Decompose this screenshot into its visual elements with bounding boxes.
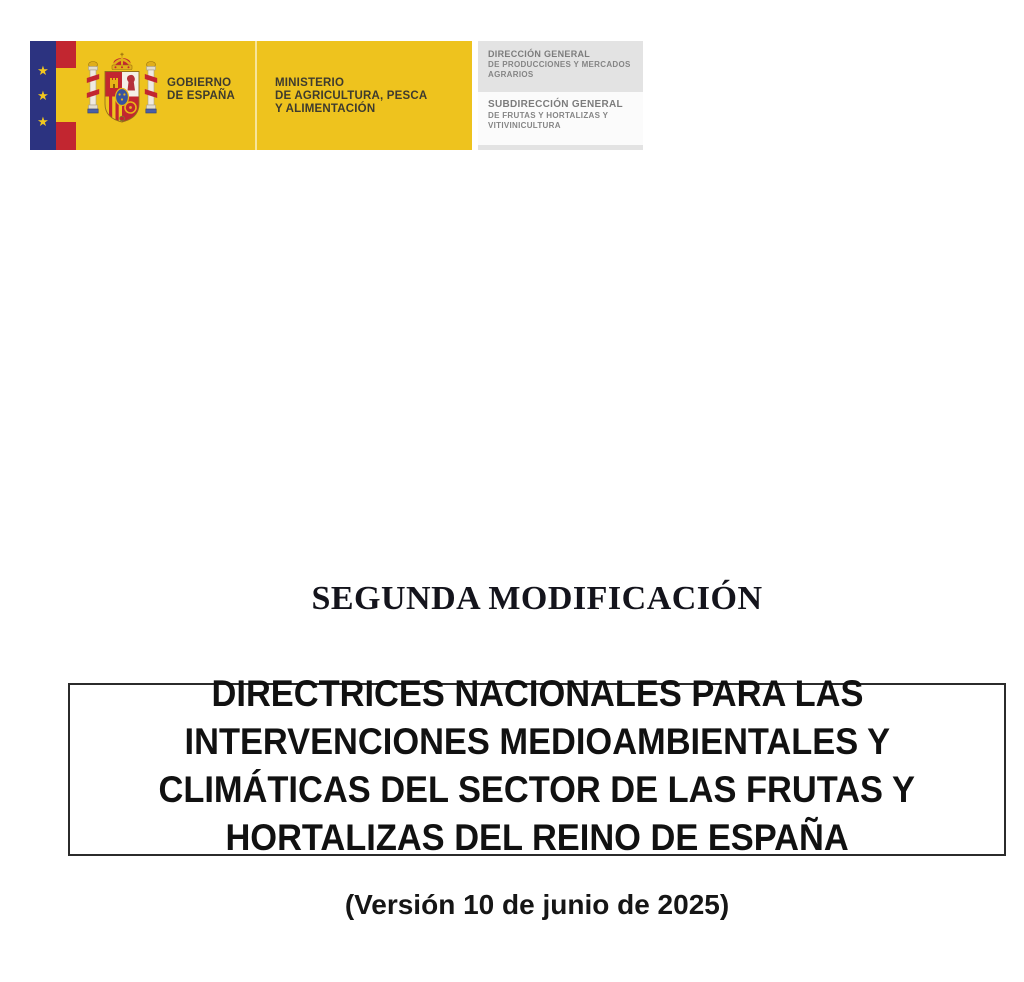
direccion-general-title: DIRECCIÓN GENERAL <box>488 49 591 59</box>
version-label: (Versión 10 de junio de 2025) <box>344 889 730 920</box>
subdireccion-general-line: DE FRUTAS Y HORTALIZAS Y <box>488 111 609 120</box>
eu-star-icon: ★ <box>37 113 49 129</box>
title-line <box>70 770 1004 818</box>
subdireccion-general-title: SUBDIRECCIÓN GENERAL <box>488 99 623 110</box>
title-line-text: DIRECTRICES NACIONALES PARA LAS <box>211 672 863 714</box>
ministerio-line: Y ALIMENTACIÓN <box>275 103 376 115</box>
title-line <box>70 674 1004 722</box>
title-line-text: INTERVENCIONES MEDIOAMBIENTALES Y <box>184 720 890 762</box>
direccion-general-line: AGRARIOS <box>488 70 534 79</box>
title-line <box>70 818 1004 866</box>
eu-flag-band <box>30 41 56 150</box>
section-heading: SEGUNDA MODIFICACIÓN <box>311 580 763 617</box>
gobierno-line: DE ESPAÑA <box>167 90 236 102</box>
document-content <box>68 0 1006 982</box>
eu-star-icon: ★ <box>37 88 49 103</box>
document-title-box <box>68 672 1006 858</box>
title-line-text: HORTALIZAS DEL REINO DE ESPAÑA <box>225 816 849 858</box>
gobierno-line: GOBIERNO <box>167 77 232 89</box>
eu-star-icon: ★ <box>37 62 49 78</box>
title-line-text: CLIMÁTICAS DEL SECTOR DE LAS FRUTAS Y <box>158 768 916 810</box>
subdireccion-general-line: VITIVINICULTURA <box>488 121 561 130</box>
direccion-general-line: DE PRODUCCIONES Y MERCADOS <box>488 60 631 69</box>
ministerio-line: DE AGRICULTURA, PESCA <box>275 90 428 102</box>
title-line <box>70 722 1004 770</box>
ministerio-line: MINISTERIO <box>275 77 345 89</box>
